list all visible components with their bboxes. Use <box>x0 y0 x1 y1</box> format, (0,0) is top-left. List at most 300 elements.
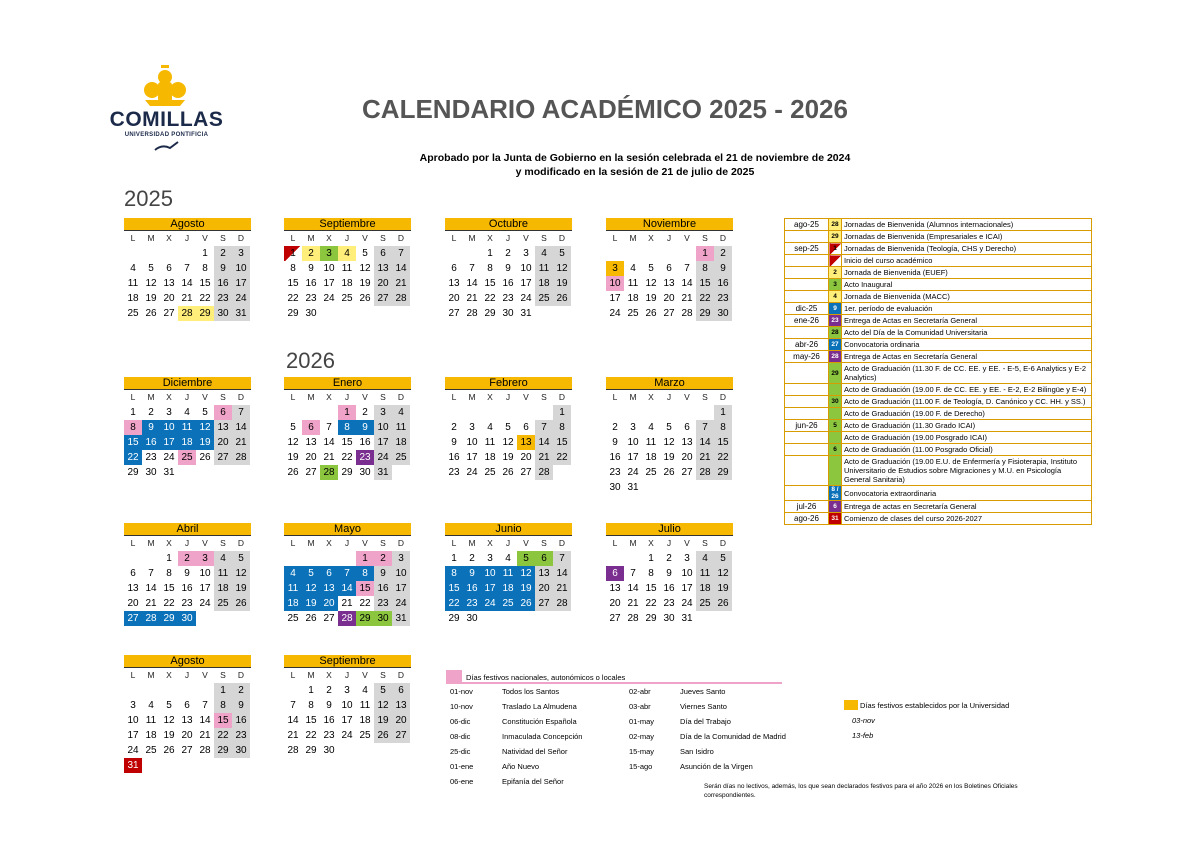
page-title: CALENDARIO ACADÉMICO 2025 - 2026 <box>362 94 848 124</box>
day-cell: 28 <box>338 611 356 626</box>
event-month <box>785 267 829 279</box>
day-cell: 21 <box>681 293 693 304</box>
event-month <box>785 384 829 396</box>
day-cell: 2 <box>451 422 457 433</box>
event-row <box>785 219 1092 231</box>
holiday-date: 01-ene <box>450 762 474 771</box>
weekday-label: V <box>523 392 529 402</box>
day-cell: 1 <box>648 553 654 564</box>
weekday-label: M <box>468 538 476 548</box>
day-cell: 6 <box>130 568 136 579</box>
day-cell: 5 <box>290 422 296 433</box>
weekday-label: S <box>380 538 386 548</box>
weekday-label: J <box>344 392 350 402</box>
month-day-grid <box>124 390 251 480</box>
weekday-label: X <box>166 233 172 243</box>
month-name: Marzo <box>606 377 733 390</box>
empty-cell <box>320 551 338 566</box>
weekday-label: D <box>558 538 566 548</box>
empty-cell <box>445 405 463 420</box>
day-cell: 30 <box>663 613 675 624</box>
day-cell: 30 <box>178 611 196 626</box>
day-cell: 25 <box>627 308 639 319</box>
day-cell: 19 <box>287 452 299 463</box>
day-cell: 14 <box>681 278 693 289</box>
day-cell: 8 <box>124 420 142 435</box>
day-cell: 23 <box>305 293 317 304</box>
holiday-name: Todos los Santos <box>502 687 560 696</box>
month-calendar <box>124 523 251 626</box>
weekday-label: J <box>505 392 511 402</box>
day-cell: 24 <box>627 467 639 478</box>
day-cell: 14 <box>338 581 356 596</box>
day-cell: 3 <box>374 405 392 420</box>
day-cell: 19 <box>645 293 657 304</box>
day-cell: 3 <box>606 261 624 276</box>
empty-cell <box>624 246 642 261</box>
day-cell: 27 <box>663 308 675 319</box>
day-cell: 20 <box>374 276 392 291</box>
day-cell: 27 <box>181 745 193 756</box>
weekday-label: V <box>362 392 368 402</box>
month-name: Septiembre <box>284 218 411 231</box>
day-cell: 2 <box>469 553 475 564</box>
month-name: Enero <box>284 377 411 390</box>
day-cell: 22 <box>124 450 142 465</box>
day-cell: 18 <box>284 596 302 611</box>
month-name: Diciembre <box>124 377 251 390</box>
day-cell: 6 <box>392 683 410 698</box>
day-cell: 1 <box>356 551 374 566</box>
day-cell: 16 <box>305 278 317 289</box>
holiday-name: Asunción de la Virgen <box>680 762 753 771</box>
weekday-label: M <box>468 392 476 402</box>
day-cell: 5 <box>232 551 250 566</box>
day-cell: 2 <box>505 248 511 259</box>
day-cell: 1 <box>284 246 302 261</box>
day-cell: 22 <box>214 728 232 743</box>
day-cell: 28 <box>627 613 639 624</box>
day-cell: 8 <box>202 263 208 274</box>
weekday-label: L <box>130 670 136 680</box>
day-cell: 28 <box>232 450 250 465</box>
empty-cell <box>284 683 302 698</box>
day-cell: 5 <box>714 551 732 566</box>
holiday-date: 15-ago <box>629 762 653 771</box>
month-name: Octubre <box>445 218 572 231</box>
day-cell: 23 <box>323 730 335 741</box>
event-row <box>785 303 1092 315</box>
day-cell: 30 <box>359 467 371 478</box>
day-cell: 14 <box>287 715 299 726</box>
empty-cell <box>196 683 214 698</box>
day-cell: 24 <box>392 596 410 611</box>
weekday-label: L <box>130 538 136 548</box>
event-day <box>829 432 842 444</box>
weekday-label: J <box>666 233 672 243</box>
empty-cell <box>660 246 678 261</box>
month-calendar <box>124 218 251 321</box>
weekday-label: L <box>130 233 136 243</box>
day-cell: 4 <box>630 263 636 274</box>
day-cell: 23 <box>214 291 232 306</box>
day-cell: 29 <box>287 308 299 319</box>
day-cell: 19 <box>502 452 514 463</box>
month-day-grid <box>445 390 572 480</box>
day-cell: 26 <box>287 467 299 478</box>
day-cell: 27 <box>448 308 460 319</box>
day-cell: 18 <box>535 276 553 291</box>
event-day <box>829 456 842 486</box>
event-row <box>785 456 1092 486</box>
day-cell: 24 <box>481 596 499 611</box>
day-cell: 27 <box>520 467 532 478</box>
day-cell: 2 <box>362 407 368 418</box>
day-cell: 8 <box>214 698 232 713</box>
month-calendar <box>284 218 411 321</box>
day-cell: 3 <box>630 422 636 433</box>
holiday-date: 15-may <box>629 747 655 756</box>
day-cell: 2 <box>302 246 320 261</box>
weekday-label: V <box>523 538 529 548</box>
event-row <box>785 267 1092 279</box>
weekday-label: V <box>684 233 690 243</box>
holiday-name: San Isidro <box>680 747 714 756</box>
day-cell: 30 <box>305 308 317 319</box>
day-cell: 15 <box>287 278 299 289</box>
holiday-date: 02-abr <box>629 687 651 696</box>
day-cell: 27 <box>535 596 553 611</box>
weekday-label: M <box>307 233 315 243</box>
event-description: Entrega de Actas en Secretaría General <box>842 315 1092 327</box>
day-cell: 18 <box>645 452 657 463</box>
weekday-label: D <box>719 233 727 243</box>
empty-cell <box>284 405 302 420</box>
day-cell: 30 <box>145 467 157 478</box>
weekday-label: L <box>612 392 618 402</box>
day-cell: 9 <box>184 568 190 579</box>
day-cell: 23 <box>502 293 514 304</box>
day-cell: 29 <box>127 467 139 478</box>
month-name: Junio <box>445 523 572 536</box>
event-description: Acto del Día de la Comunidad Universitaria <box>842 327 1092 339</box>
day-cell: 10 <box>392 566 410 581</box>
event-description: Acto de Graduación (11.00 F. de Teología, D. Canónico y CC. HH. y SS.) <box>842 396 1092 408</box>
day-cell: 1 <box>130 407 136 418</box>
day-cell: 17 <box>341 715 353 726</box>
day-cell: 25 <box>341 293 353 304</box>
day-cell: 9 <box>356 420 374 435</box>
day-cell: 15 <box>214 713 232 728</box>
day-cell: 25 <box>484 467 496 478</box>
day-cell: 8 <box>714 420 732 435</box>
empty-cell <box>678 246 696 261</box>
weekday-label: X <box>648 233 654 243</box>
holiday-date: 10-nov <box>450 702 473 711</box>
event-description: 1er. período de evaluación <box>842 303 1092 315</box>
day-cell: 8 <box>553 420 571 435</box>
holiday-name: Constitución Española <box>502 717 577 726</box>
day-cell: 3 <box>166 407 172 418</box>
day-cell: 17 <box>481 581 499 596</box>
event-day: 4 <box>829 291 842 303</box>
month-name: Julio <box>606 523 733 536</box>
event-day <box>829 255 842 267</box>
event-month: abr-26 <box>785 339 829 351</box>
day-cell: 27 <box>681 467 693 478</box>
day-cell: 22 <box>163 598 175 609</box>
day-cell: 20 <box>520 452 532 463</box>
day-cell: 1 <box>553 405 571 420</box>
day-cell: 17 <box>627 452 639 463</box>
university-holidays-title: Días festivos establecidos por la Universidad <box>860 701 1010 710</box>
day-cell: 31 <box>392 611 410 626</box>
empty-cell <box>142 683 160 698</box>
day-cell: 20 <box>163 293 175 304</box>
event-row <box>785 486 1092 501</box>
weekday-label: J <box>184 538 190 548</box>
day-cell: 4 <box>505 553 511 564</box>
event-description: Jornada de Bienvenida (EUEF) <box>842 267 1092 279</box>
weekday-label: X <box>326 392 332 402</box>
event-month: ago-26 <box>785 513 829 525</box>
empty-cell <box>124 551 142 566</box>
year-2026-label: 2026 <box>286 348 335 373</box>
day-cell: 23 <box>356 450 374 465</box>
event-month: ago-25 <box>785 219 829 231</box>
day-cell: 6 <box>684 422 690 433</box>
weekday-label: J <box>344 670 350 680</box>
weekday-label: L <box>290 233 296 243</box>
day-cell: 29 <box>341 467 353 478</box>
day-cell: 4 <box>148 700 154 711</box>
day-cell: 26 <box>553 291 571 306</box>
day-cell: 20 <box>320 596 338 611</box>
day-cell: 12 <box>196 420 214 435</box>
day-cell: 13 <box>517 435 535 450</box>
weekday-label: D <box>558 392 566 402</box>
month-day-grid <box>124 536 251 626</box>
weekday-label: L <box>290 538 296 548</box>
weekday-label: D <box>237 233 245 243</box>
event-day: 28 <box>829 351 842 363</box>
day-cell: 4 <box>214 551 232 566</box>
weekday-label: V <box>202 538 208 548</box>
day-cell: 3 <box>344 685 350 696</box>
day-cell: 5 <box>517 551 535 566</box>
day-cell: 2 <box>148 407 154 418</box>
day-cell: 19 <box>163 730 175 741</box>
holiday-name: Día del Trabajo <box>680 717 731 726</box>
event-month <box>785 255 829 267</box>
day-cell: 31 <box>124 758 142 773</box>
day-cell: 12 <box>302 581 320 596</box>
day-cell: 4 <box>696 551 714 566</box>
day-cell: 26 <box>714 596 732 611</box>
weekday-label: S <box>541 538 547 548</box>
day-cell: 6 <box>451 263 457 274</box>
university-holiday-date: 13-feb <box>852 731 874 740</box>
empty-cell <box>320 405 338 420</box>
day-cell: 23 <box>448 467 460 478</box>
day-cell: 21 <box>392 276 410 291</box>
day-cell: 24 <box>127 745 139 756</box>
event-description: Acto de Graduación (19.00 F. de CC. EE. y EE. - E-2, E-2 Bilingüe y E-4) <box>842 384 1092 396</box>
day-cell: 22 <box>484 293 496 304</box>
day-cell: 21 <box>145 598 157 609</box>
event-day: 3 <box>829 279 842 291</box>
day-cell: 14 <box>392 261 410 276</box>
event-month: jun-26 <box>785 420 829 432</box>
event-description: Convocatoria ordinaria <box>842 339 1092 351</box>
empty-cell <box>302 405 320 420</box>
weekday-label: S <box>380 392 386 402</box>
event-month <box>785 456 829 486</box>
holiday-name: Natividad del Señor <box>502 747 568 756</box>
day-cell: 17 <box>681 583 693 594</box>
weekday-label: M <box>147 233 155 243</box>
day-cell: 30 <box>466 613 478 624</box>
day-cell: 11 <box>127 278 139 289</box>
event-row <box>785 501 1092 513</box>
event-month: may-26 <box>785 351 829 363</box>
day-cell: 9 <box>714 261 732 276</box>
holiday-date: 03-abr <box>629 702 651 711</box>
weekday-label: D <box>719 538 727 548</box>
event-month <box>785 231 829 243</box>
weekday-label: M <box>147 538 155 548</box>
weekday-label: V <box>523 233 529 243</box>
event-day <box>829 384 842 396</box>
weekday-label: S <box>220 538 226 548</box>
month-calendar <box>606 377 733 495</box>
weekday-label: J <box>344 233 350 243</box>
weekday-label: D <box>237 670 245 680</box>
day-cell: 23 <box>663 598 675 609</box>
day-cell: 30 <box>323 745 335 756</box>
day-cell: 23 <box>145 452 157 463</box>
day-cell: 18 <box>359 715 371 726</box>
weekday-label: X <box>166 670 172 680</box>
logo-wordmark: COMILLAS <box>109 108 224 131</box>
event-day: 23 <box>829 315 842 327</box>
day-cell: 29 <box>714 465 732 480</box>
event-row <box>785 384 1092 396</box>
day-cell: 8 <box>308 700 314 711</box>
day-cell: 7 <box>290 700 296 711</box>
empty-cell <box>642 246 660 261</box>
day-cell: 12 <box>359 263 371 274</box>
event-row <box>785 255 1092 267</box>
day-cell: 12 <box>553 261 571 276</box>
day-cell: 11 <box>214 566 232 581</box>
approval-note-2: y modificado en la sesión de 21 de julio de 2025 <box>515 166 755 178</box>
day-cell: 16 <box>142 435 160 450</box>
month-calendar <box>445 377 572 480</box>
day-cell: 16 <box>714 276 732 291</box>
day-cell: 26 <box>163 745 175 756</box>
day-cell: 23 <box>232 728 250 743</box>
empty-cell <box>481 405 499 420</box>
day-cell: 5 <box>648 263 654 274</box>
day-cell: 4 <box>392 405 410 420</box>
day-cell: 20 <box>181 730 193 741</box>
day-cell: 16 <box>609 452 621 463</box>
day-cell: 1 <box>202 248 208 259</box>
day-cell: 3 <box>487 553 493 564</box>
event-day: 30 <box>829 396 842 408</box>
day-cell: 16 <box>374 581 392 596</box>
weekday-label: J <box>184 233 190 243</box>
day-cell: 10 <box>681 568 693 579</box>
day-cell: 6 <box>302 420 320 435</box>
weekday-label: L <box>612 538 618 548</box>
day-cell: 22 <box>696 291 714 306</box>
weekday-label: X <box>487 392 493 402</box>
weekday-label: L <box>130 392 136 402</box>
event-description: Entrega de actas en Secretaría General <box>842 501 1092 513</box>
month-day-grid <box>284 536 411 626</box>
day-cell: 31 <box>681 613 693 624</box>
day-cell: 20 <box>305 452 317 463</box>
day-cell: 12 <box>645 278 657 289</box>
day-cell: 29 <box>305 745 317 756</box>
weekday-label: J <box>344 538 350 548</box>
month-calendar <box>284 523 411 626</box>
day-cell: 10 <box>232 261 250 276</box>
empty-cell <box>624 405 642 420</box>
day-cell: 7 <box>630 568 636 579</box>
day-cell: 17 <box>199 583 211 594</box>
day-cell: 11 <box>696 566 714 581</box>
event-description: Acto de Graduación (19.00 F. de Derecho) <box>842 408 1092 420</box>
day-cell: 23 <box>714 291 732 306</box>
empty-cell <box>517 405 535 420</box>
day-cell: 27 <box>392 728 410 743</box>
day-cell: 26 <box>232 596 250 611</box>
event-month <box>785 432 829 444</box>
event-day: 6 <box>829 501 842 513</box>
event-day: 29 <box>829 231 842 243</box>
day-cell: 23 <box>463 596 481 611</box>
day-cell: 13 <box>609 583 621 594</box>
day-cell: 3 <box>232 246 250 261</box>
day-cell: 19 <box>517 581 535 596</box>
event-month <box>785 396 829 408</box>
day-cell: 24 <box>341 730 353 741</box>
weekday-label: D <box>397 233 405 243</box>
day-cell: 15 <box>356 581 374 596</box>
day-cell: 17 <box>609 293 621 304</box>
month-calendar <box>445 523 572 626</box>
holiday-name: Viernes Santo <box>680 702 727 711</box>
day-cell: 7 <box>553 551 571 566</box>
month-day-grid <box>445 231 572 321</box>
day-cell: 22 <box>714 450 732 465</box>
weekday-label: X <box>166 538 172 548</box>
day-cell: 13 <box>535 566 553 581</box>
day-cell: 22 <box>445 596 463 611</box>
day-cell: 19 <box>145 293 157 304</box>
holiday-date: 06-ene <box>450 777 474 786</box>
day-cell: 26 <box>502 467 514 478</box>
day-cell: 28 <box>535 465 553 480</box>
event-row <box>785 327 1092 339</box>
day-cell: 13 <box>163 278 175 289</box>
day-cell: 17 <box>160 435 178 450</box>
day-cell: 9 <box>374 566 392 581</box>
day-cell: 14 <box>323 437 335 448</box>
